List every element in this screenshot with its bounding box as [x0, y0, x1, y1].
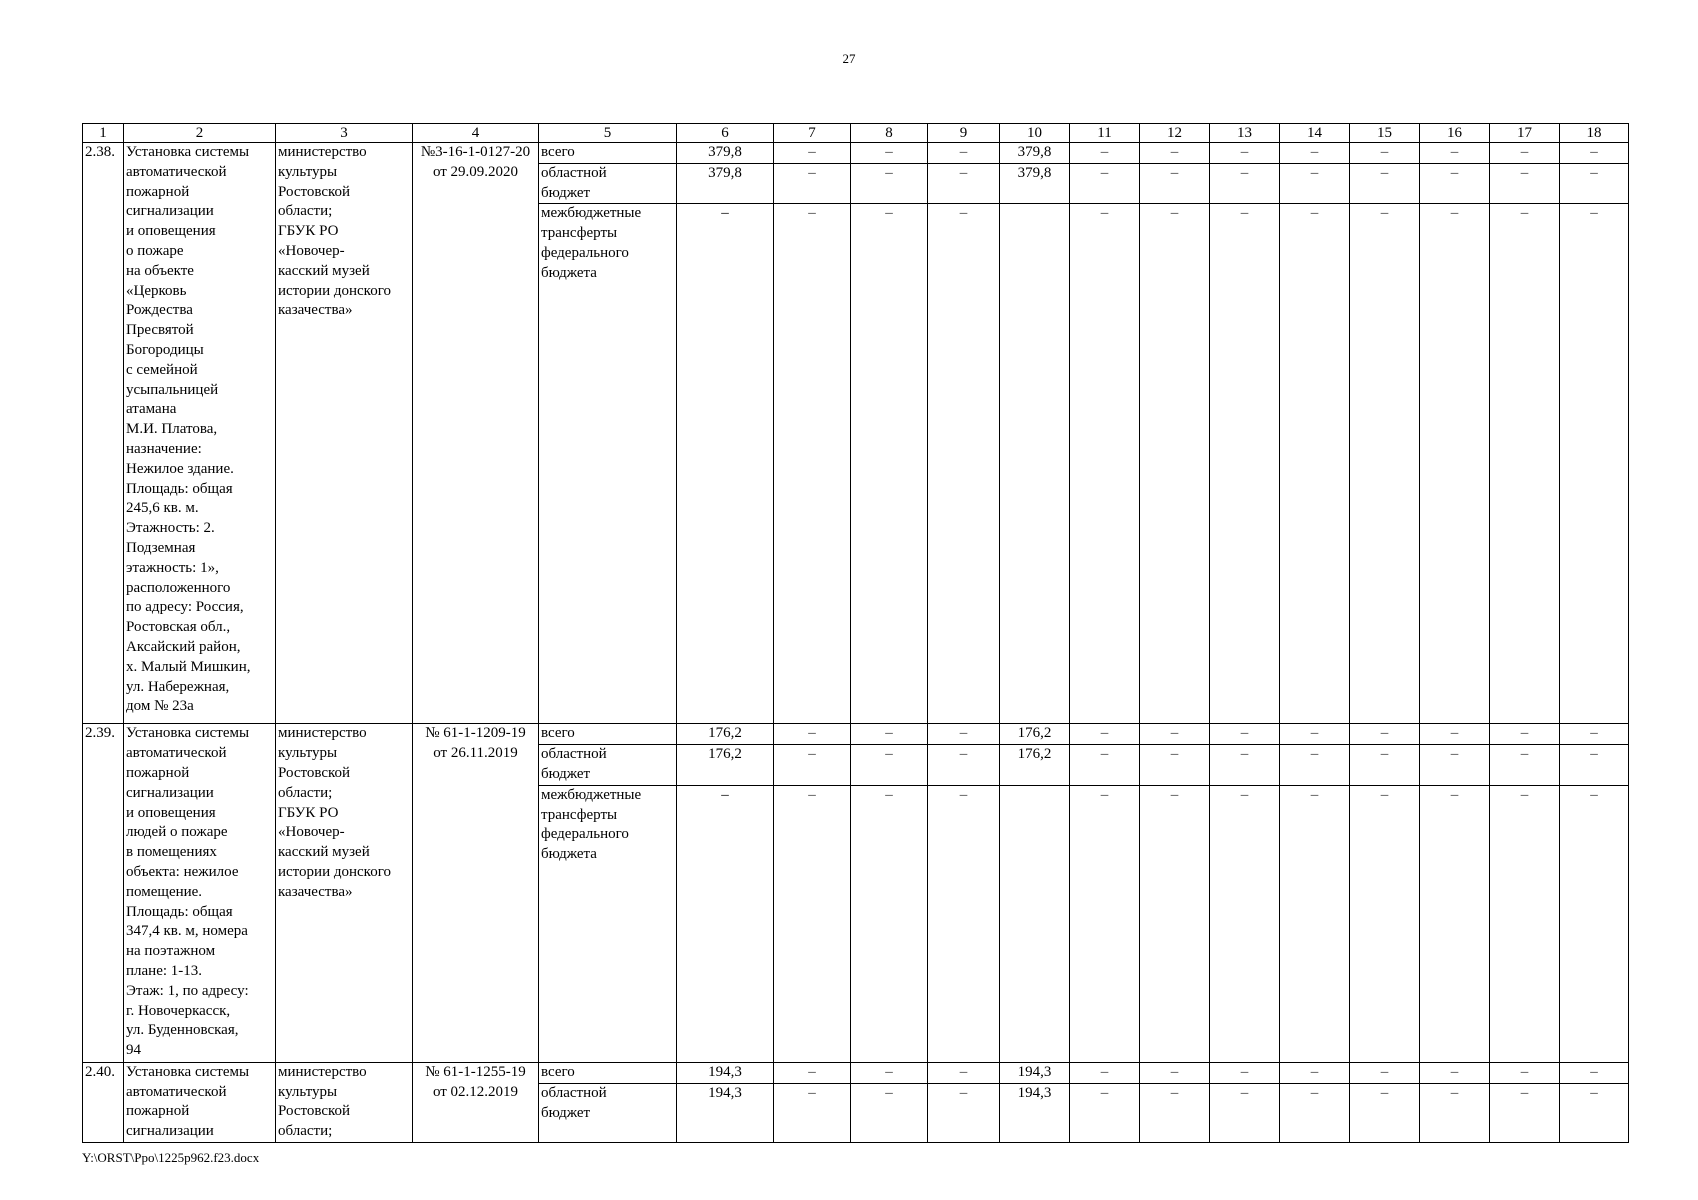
value-cell: – — [1490, 204, 1560, 724]
value-cell: 379,8 — [677, 163, 774, 204]
value-cell: – — [1070, 204, 1140, 724]
value-cell: – — [1210, 724, 1280, 745]
value-cell: – — [928, 1062, 1000, 1083]
value-cell: – — [1560, 724, 1629, 745]
value-cell: – — [1490, 1083, 1560, 1142]
value-cell: – — [1350, 785, 1420, 1062]
value-cell: – — [1560, 1062, 1629, 1083]
column-number: 13 — [1210, 124, 1280, 143]
value-cell: – — [1070, 163, 1140, 204]
value-cell: – — [1420, 785, 1490, 1062]
value-cell: – — [1140, 745, 1210, 786]
value-cell: – — [1210, 1083, 1280, 1142]
value-cell: – — [1140, 163, 1210, 204]
value-cell: – — [1420, 745, 1490, 786]
value-cell: – — [1280, 1083, 1350, 1142]
value-cell: – — [1350, 163, 1420, 204]
column-number: 11 — [1070, 124, 1140, 143]
value-cell: – — [774, 745, 851, 786]
column-number: 4 — [413, 124, 539, 143]
value-cell: – — [1140, 1062, 1210, 1083]
row-number-cell: 2.39. — [83, 724, 124, 1062]
value-cell: – — [1350, 204, 1420, 724]
value-cell: – — [1280, 724, 1350, 745]
value-cell: – — [1280, 745, 1350, 786]
value-cell: – — [1210, 785, 1280, 1062]
column-number: 17 — [1490, 124, 1560, 143]
value-cell: – — [1210, 745, 1280, 786]
value-cell: – — [1140, 143, 1210, 164]
value-cell: – — [1560, 785, 1629, 1062]
value-cell: 176,2 — [1000, 724, 1070, 745]
funding-source-cell: межбюджетные трансферты федерального бюджета — [539, 785, 677, 1062]
value-cell: – — [1070, 724, 1140, 745]
value-cell: 194,3 — [677, 1083, 774, 1142]
value-cell: – — [928, 204, 1000, 724]
value-cell: – — [1420, 163, 1490, 204]
value-cell: – — [1210, 204, 1280, 724]
value-cell: – — [1420, 204, 1490, 724]
column-number: 2 — [124, 124, 276, 143]
value-cell: – — [1280, 204, 1350, 724]
value-cell: – — [928, 745, 1000, 786]
value-cell: – — [677, 204, 774, 724]
value-cell: – — [1210, 163, 1280, 204]
value-cell: 176,2 — [677, 745, 774, 786]
value-cell: – — [1280, 1062, 1350, 1083]
row-number-cell: 2.40. — [83, 1062, 124, 1142]
page-number: 27 — [842, 51, 856, 66]
value-cell: 176,2 — [1000, 745, 1070, 786]
column-number: 12 — [1140, 124, 1210, 143]
funding-source-cell: всего — [539, 143, 677, 164]
value-cell: – — [1420, 143, 1490, 164]
value-cell: – — [1210, 143, 1280, 164]
value-cell: – — [1070, 1062, 1140, 1083]
value-cell: – — [774, 785, 851, 1062]
value-cell: – — [1350, 1062, 1420, 1083]
value-cell: – — [1490, 745, 1560, 786]
column-number: 3 — [276, 124, 413, 143]
value-cell — [1000, 785, 1070, 1062]
value-cell: – — [851, 724, 928, 745]
column-number: 1 — [83, 124, 124, 143]
value-cell: – — [1350, 143, 1420, 164]
value-cell: – — [928, 143, 1000, 164]
value-cell: – — [1280, 785, 1350, 1062]
column-number: 10 — [1000, 124, 1070, 143]
value-cell: – — [851, 1062, 928, 1083]
table-row — [83, 143, 1629, 164]
value-cell: – — [928, 163, 1000, 204]
value-cell: – — [851, 1083, 928, 1142]
column-number: 7 — [774, 124, 851, 143]
column-number: 15 — [1350, 124, 1420, 143]
value-cell: – — [1420, 724, 1490, 745]
funding-source-cell: всего — [539, 1062, 677, 1083]
table-row — [83, 1062, 1629, 1083]
value-cell: – — [1420, 1083, 1490, 1142]
value-cell: 379,8 — [1000, 163, 1070, 204]
value-cell: – — [1490, 163, 1560, 204]
column-number-row — [83, 124, 1629, 143]
value-cell — [1000, 204, 1070, 724]
value-cell: – — [928, 724, 1000, 745]
value-cell: – — [851, 204, 928, 724]
column-number: 8 — [851, 124, 928, 143]
executor-cell: министерство культуры Ростовской области; ГБУК РО «Новочер- касский музей истории донского казачества» — [276, 143, 413, 724]
value-cell: – — [1560, 143, 1629, 164]
value-cell: – — [1350, 1083, 1420, 1142]
value-cell: 194,3 — [677, 1062, 774, 1083]
column-number: 6 — [677, 124, 774, 143]
funding-source-cell: областной бюджет — [539, 163, 677, 204]
event-name-cell: Установка системы автоматической пожарной сигнализации и оповещения людей о пожаре в помещениях объекта: нежилое помещение. Площадь: общая 347,4 кв. м, номера на поэтажном плане: 1-13. Этаж: 1, по адресу: г. Новочеркасск, ул. Буденновская, 94 — [124, 724, 276, 1062]
value-cell: – — [1490, 1062, 1560, 1083]
value-cell: – — [1070, 1083, 1140, 1142]
column-number: 16 — [1420, 124, 1490, 143]
value-cell: – — [851, 163, 928, 204]
table-row — [83, 724, 1629, 745]
value-cell: – — [774, 163, 851, 204]
value-cell: – — [774, 1062, 851, 1083]
value-cell: – — [1560, 163, 1629, 204]
value-cell: – — [677, 785, 774, 1062]
value-cell: – — [851, 785, 928, 1062]
value-cell: – — [1070, 745, 1140, 786]
value-cell: – — [1140, 204, 1210, 724]
value-cell: – — [1560, 745, 1629, 786]
column-number: 14 — [1280, 124, 1350, 143]
column-number: 18 — [1560, 124, 1629, 143]
value-cell: – — [1140, 724, 1210, 745]
event-name-cell: Установка системы автоматической пожарной сигнализации — [124, 1062, 276, 1142]
value-cell: 176,2 — [677, 724, 774, 745]
value-cell: – — [928, 1083, 1000, 1142]
value-cell: – — [1350, 724, 1420, 745]
row-number-cell: 2.38. — [83, 143, 124, 724]
value-cell: – — [851, 143, 928, 164]
value-cell: – — [1560, 1083, 1629, 1142]
value-cell: – — [1350, 745, 1420, 786]
document-cell: №3-16-1-0127-20 от 29.09.2020 — [413, 143, 539, 724]
value-cell: 379,8 — [1000, 143, 1070, 164]
funding-source-cell: областной бюджет — [539, 745, 677, 786]
value-cell: – — [774, 1083, 851, 1142]
value-cell: – — [774, 204, 851, 724]
value-cell: – — [1140, 785, 1210, 1062]
value-cell: – — [1210, 1062, 1280, 1083]
program-table — [82, 123, 1629, 1143]
value-cell: – — [774, 724, 851, 745]
value-cell: 194,3 — [1000, 1062, 1070, 1083]
value-cell: – — [1280, 143, 1350, 164]
value-cell: – — [928, 785, 1000, 1062]
document-cell: № 61-1-1209-19 от 26.11.2019 — [413, 724, 539, 1062]
funding-source-cell: всего — [539, 724, 677, 745]
value-cell: – — [1140, 1083, 1210, 1142]
value-cell: – — [774, 143, 851, 164]
document-cell: № 61-1-1255-19 от 02.12.2019 — [413, 1062, 539, 1142]
column-number: 5 — [539, 124, 677, 143]
value-cell: – — [1280, 163, 1350, 204]
value-cell: – — [1070, 785, 1140, 1062]
value-cell: 194,3 — [1000, 1083, 1070, 1142]
value-cell: – — [1490, 143, 1560, 164]
value-cell: 379,8 — [677, 143, 774, 164]
executor-cell: министерство культуры Ростовской области; — [276, 1062, 413, 1142]
funding-source-cell: областной бюджет — [539, 1083, 677, 1142]
value-cell: – — [1490, 724, 1560, 745]
value-cell: – — [1420, 1062, 1490, 1083]
column-number: 9 — [928, 124, 1000, 143]
event-name-cell: Установка системы автоматической пожарной сигнализации и оповещения о пожаре на объекте «Церковь Рождества Пресвятой Богородицы с семейной усыпальницей атамана М.И. Платова, назначение: Нежилое здание. Площадь: общая 245,6 кв. м. Этажность: 2. Подземная этажность: 1», расположенного по адресу: Россия, Ростовская обл., Аксайский район, х. Малый Мишкин, ул. Набережная, дом № 23а — [124, 143, 276, 724]
value-cell: – — [1490, 785, 1560, 1062]
value-cell: – — [1070, 143, 1140, 164]
funding-source-cell: межбюджетные трансферты федерального бюджета — [539, 204, 677, 724]
value-cell: – — [1560, 204, 1629, 724]
value-cell: – — [851, 745, 928, 786]
executor-cell: министерство культуры Ростовской области; ГБУК РО «Новочер- касский музей истории донского казачества» — [276, 724, 413, 1062]
file-path-footer: Y:\ORST\Ppo\1225p962.f23.docx — [82, 1150, 260, 1165]
